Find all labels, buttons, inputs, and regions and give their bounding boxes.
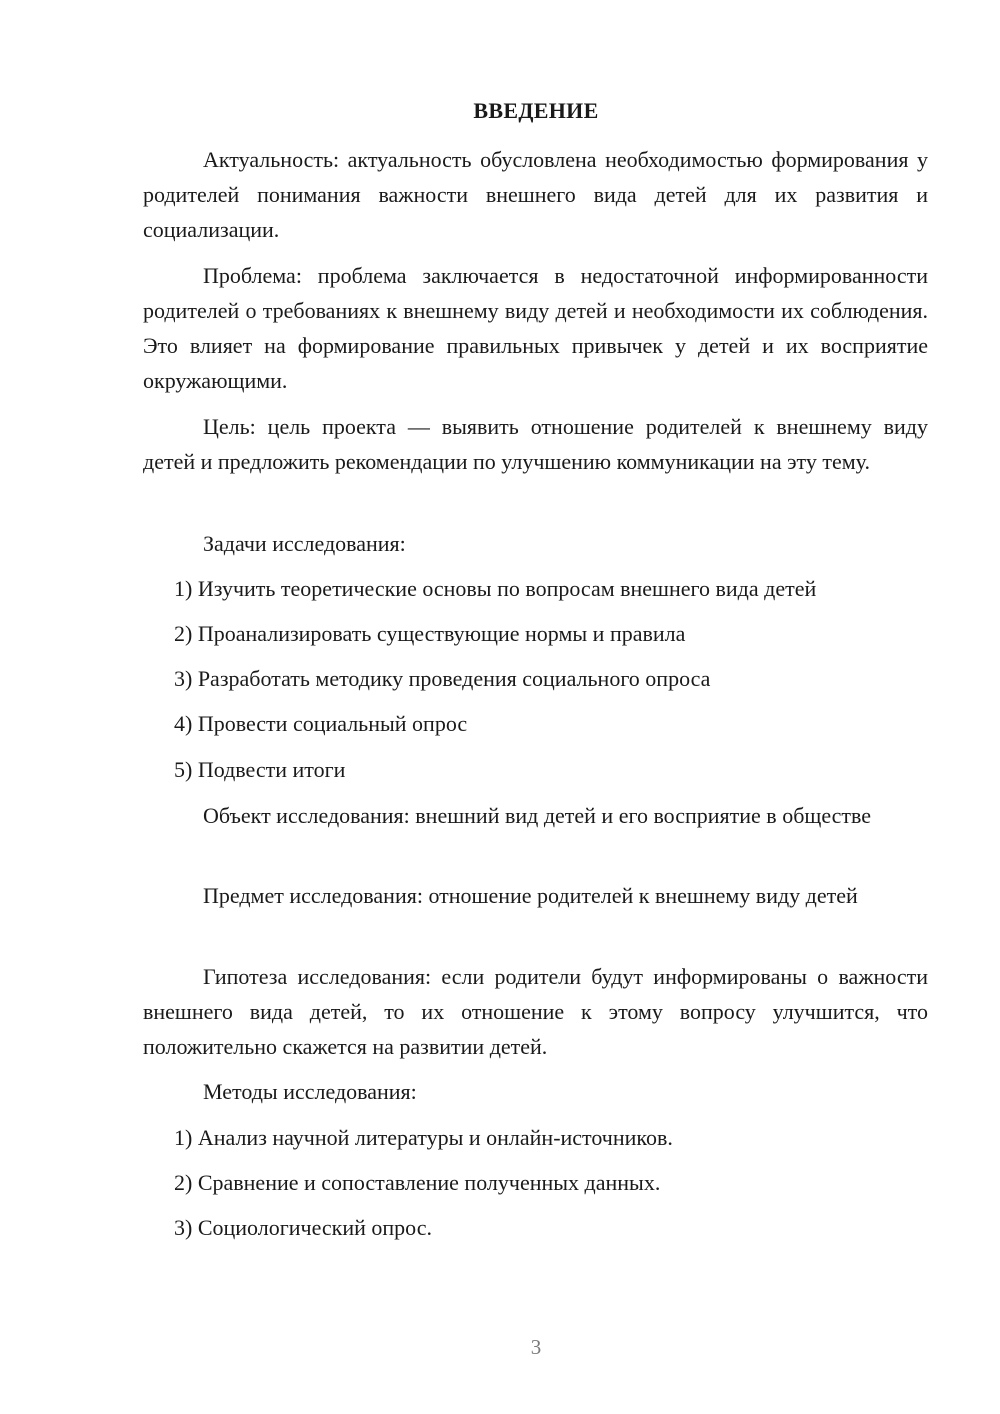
- methods-label: Методы исследования:: [203, 1079, 417, 1104]
- task-item: 2) Проанализировать существующие нормы и правила: [174, 621, 686, 646]
- task-item: 1) Изучить теоретические основы по вопросам внешнего вида детей: [174, 576, 817, 601]
- hypothesis-paragraph: Гипотеза исследования: если родители будут информированы о важности внешнего вида детей, то их отношение к этому вопросу улучшится, что положительно скажется на развитии детей.: [143, 964, 928, 1059]
- object-paragraph: Объект исследования: внешний вид детей и его восприятие в обществе: [203, 803, 872, 828]
- method-item: 3) Социологический опрос.: [174, 1215, 432, 1240]
- relevance-paragraph: Актуальность: актуальность обусловлена необходимостью формирования у родителей понимания важности внешнего вида детей для их развития и социализации.: [143, 147, 928, 242]
- page-number: 3: [530, 1335, 542, 1359]
- task-item: 5) Подвести итоги: [174, 757, 346, 782]
- task-item: 4) Провести социальный опрос: [174, 711, 468, 736]
- method-item: 1) Анализ научной литературы и онлайн-источников.: [174, 1125, 673, 1150]
- tasks-label: Задачи исследования:: [203, 531, 406, 556]
- subject-paragraph: Предмет исследования: отношение родителей к внешнему виду детей: [203, 883, 858, 908]
- page-title: ВВЕДЕНИЕ: [473, 98, 599, 123]
- task-item: 3) Разработать методику проведения социального опроса: [174, 666, 711, 691]
- goal-paragraph: Цель: цель проекта — выявить отношение родителей к внешнему виду детей и предложить рекомендации по улучшению коммуникации на эту тему.: [143, 414, 928, 474]
- problem-paragraph: Проблема: проблема заключается в недостаточной информированности родителей о требованиях к внешнему виду детей и необходимости их соблюдения. Это влияет на формирование правильных привычек у детей и их восприятие окружающими.: [143, 263, 928, 393]
- method-item: 2) Сравнение и сопоставление полученных данных.: [174, 1170, 661, 1195]
